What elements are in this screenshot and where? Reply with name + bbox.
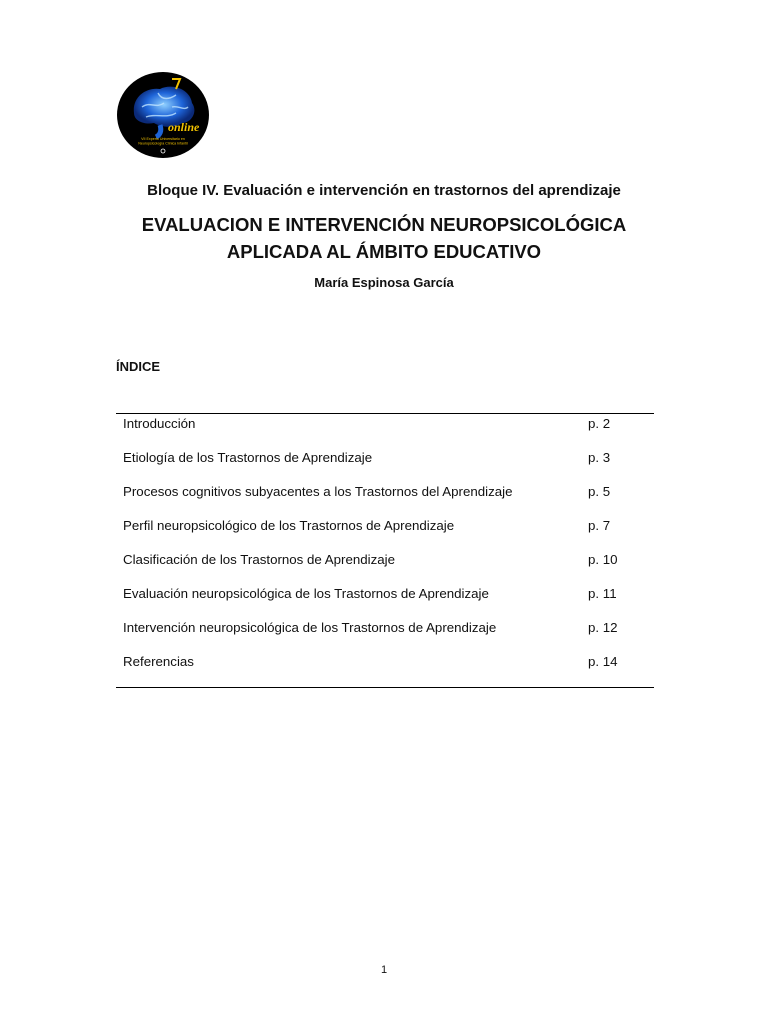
- toc-entry-page: p. 11: [588, 586, 617, 601]
- logo-small-text-1: VII Experto Universitario en: [141, 137, 185, 141]
- page-number: 1: [380, 964, 388, 976]
- table-of-contents: [116, 413, 654, 688]
- toc-entry-title: Etiología de los Trastornos de Aprendizaje: [123, 450, 373, 465]
- toc-entry-evaluacion[interactable]: [116, 584, 654, 604]
- toc-entry-page: p. 10: [588, 552, 618, 567]
- toc-entry-title: Evaluación neuropsicológica de los Trastornos de Aprendizaje: [123, 586, 489, 601]
- toc-entry-page: p. 2: [588, 416, 611, 431]
- toc-entry-title: Procesos cognitivos subyacentes a los Trastornos del Aprendizaje: [123, 484, 513, 499]
- toc-entry-title: Clasificación de los Trastornos de Aprendizaje: [123, 552, 395, 567]
- document-title-line-2: APLICADA AL ÁMBITO EDUCATIVO: [226, 241, 542, 262]
- toc-entry-introduccion[interactable]: [116, 414, 654, 434]
- toc-entry-clasificacion[interactable]: [116, 550, 654, 570]
- toc-entry-page: p. 7: [588, 518, 611, 533]
- toc-entry-page: p. 12: [588, 620, 618, 635]
- block-heading: Bloque IV. Evaluación e intervención en trastornos del aprendizaje: [147, 182, 621, 199]
- brain-logo-icon: [116, 71, 210, 159]
- document-title: [0, 211, 768, 265]
- toc-entry-perfil[interactable]: [116, 516, 654, 536]
- toc-entry-title: Intervención neuropsicológica de los Trastornos de Aprendizaje: [123, 620, 497, 635]
- toc-entry-referencias[interactable]: [116, 652, 654, 672]
- logo-small-text-2: Neuropsicología Clínica Infantil: [138, 141, 188, 146]
- toc-entry-title: Referencias: [123, 654, 194, 669]
- toc-entry-page: p. 14: [588, 654, 618, 669]
- logo-wordmark: online: [168, 120, 200, 134]
- document-title-line-1: EVALUACION E INTERVENCIÓN NEUROPSICOLÓGICA: [141, 214, 627, 235]
- toc-entry-page: p. 5: [588, 484, 611, 499]
- toc-entry-page: p. 3: [588, 450, 611, 465]
- toc-entry-etiologia[interactable]: [116, 448, 654, 468]
- toc-entry-title: Introducción: [123, 416, 196, 431]
- author-name: María Espinosa García: [314, 275, 454, 290]
- toc-entry-procesos-cognitivos[interactable]: [116, 482, 654, 502]
- course-logo: [116, 71, 210, 159]
- index-heading: ÍNDICE: [116, 359, 161, 374]
- toc-entry-title: Perfil neuropsicológico de los Trastornos de Aprendizaje: [123, 518, 455, 533]
- toc-entry-intervencion[interactable]: [116, 618, 654, 638]
